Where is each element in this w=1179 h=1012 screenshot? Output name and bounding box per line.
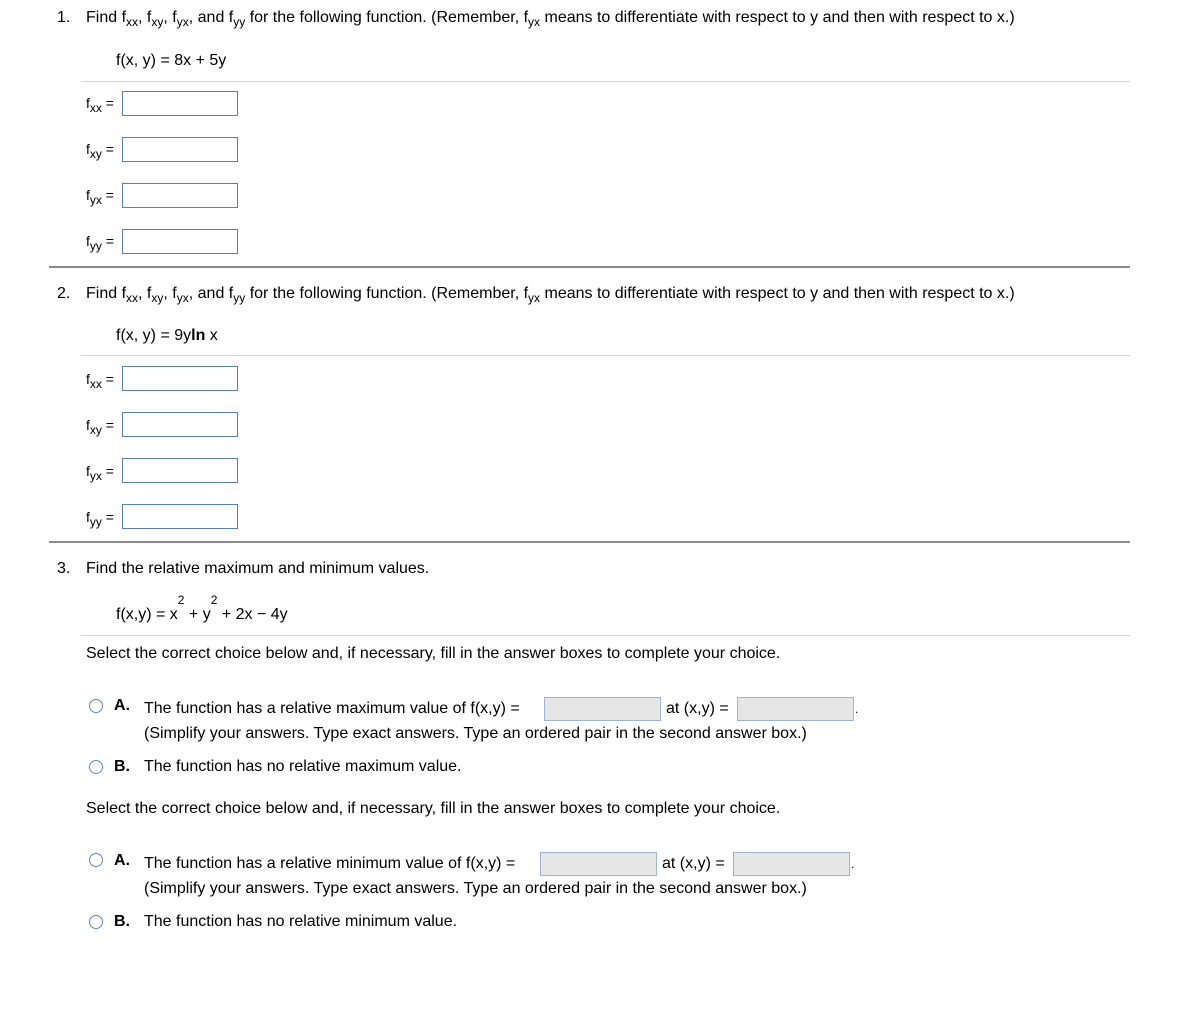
q1-fxx-input[interactable] bbox=[122, 91, 238, 116]
question-3-function: $f(x,y) = x^2 + y^2 + 2x - 4y$ bbox=[116, 592, 288, 623]
question-1-prompt: Find $f_{xx}$, $f_{xy}$, $f_{yx}$, and $f_{yy}$ for the following function. (Remember, $f_{yx}$ means to differentiate with respect to y and then with respect to x.) bbox=[86, 9, 1015, 29]
q2-fxy-input[interactable] bbox=[122, 412, 238, 437]
fyy-label: $f_{yy}$ = bbox=[86, 509, 114, 529]
fxy-label: $f_{xy}$ = bbox=[86, 141, 114, 161]
fyy-label: $f_{yy}$ = bbox=[86, 233, 114, 253]
max-option-a-radio[interactable] bbox=[89, 699, 103, 713]
period: . bbox=[851, 857, 855, 871]
q1-fxy-input[interactable] bbox=[122, 137, 238, 162]
max-hint: (Simplify your answers. Type exact answers. Type an ordered pair in the second answer box.) bbox=[144, 725, 807, 742]
min-hint: (Simplify your answers. Type exact answers. Type an ordered pair in the second answer box.) bbox=[144, 880, 807, 897]
min-option-b-text: The function has no relative minimum value. bbox=[144, 913, 458, 930]
max-value-input[interactable] bbox=[544, 697, 661, 721]
q1-fyy-input[interactable] bbox=[122, 229, 238, 254]
q2-fyy-input[interactable] bbox=[122, 504, 238, 529]
max-point-input[interactable] bbox=[737, 697, 854, 721]
max-option-a-letter: A. bbox=[114, 697, 130, 714]
q1-fyx-input[interactable] bbox=[122, 183, 238, 208]
min-option-b-letter: B. bbox=[114, 913, 130, 930]
min-point-input[interactable] bbox=[733, 852, 850, 876]
min-value-input[interactable] bbox=[540, 852, 657, 876]
max-option-a-text: The function has a relative maximum value of f(x,y) = bbox=[144, 700, 520, 717]
fxy-label: $f_{xy}$ = bbox=[86, 417, 114, 437]
fxx-label: $f_{xx}$ = bbox=[86, 95, 114, 115]
max-select-instruction: Select the correct choice below and, if necessary, fill in the answer boxes to complete your choice. bbox=[86, 645, 781, 662]
fyx-label: $f_{yx}$ = bbox=[86, 187, 114, 207]
min-option-a-letter: A. bbox=[114, 852, 130, 869]
divider bbox=[81, 81, 1130, 82]
max-option-b-radio[interactable] bbox=[89, 760, 103, 774]
fxx-label: $f_{xx}$ = bbox=[86, 371, 114, 391]
question-2-function: f(x, y) = 9yln x bbox=[116, 327, 218, 344]
question-3-prompt: Find the relative maximum and minimum values. bbox=[86, 560, 430, 577]
max-option-b-text: The function has no relative maximum value. bbox=[144, 758, 462, 775]
section-divider bbox=[49, 541, 1130, 543]
min-option-a-radio[interactable] bbox=[89, 853, 103, 867]
question-2-number: 2. bbox=[57, 285, 71, 302]
min-option-a-text: The function has a relative minimum value of f(x,y) = bbox=[144, 855, 516, 872]
question-1-number: 1. bbox=[57, 9, 71, 26]
divider bbox=[81, 635, 1130, 636]
divider bbox=[81, 355, 1130, 356]
question-1-function: f(x, y) = 8x + 5y bbox=[116, 52, 227, 69]
max-at-label: at (x,y) = bbox=[666, 700, 729, 717]
q2-fyx-input[interactable] bbox=[122, 458, 238, 483]
q2-fxx-input[interactable] bbox=[122, 366, 238, 391]
section-divider bbox=[49, 266, 1130, 268]
max-option-b-letter: B. bbox=[114, 758, 130, 775]
question-2-prompt: Find $f_{xx}$, $f_{xy}$, $f_{yx}$, and $f_{yy}$ for the following function. (Remember, $f_{yx}$ means to differentiate with respect to y and then with respect to x.) bbox=[86, 285, 1015, 305]
min-option-b-radio[interactable] bbox=[89, 915, 103, 929]
min-at-label: at (x,y) = bbox=[662, 855, 725, 872]
period: . bbox=[855, 702, 859, 716]
fyx-label: $f_{yx}$ = bbox=[86, 463, 114, 483]
min-select-instruction: Select the correct choice below and, if necessary, fill in the answer boxes to complete your choice. bbox=[86, 800, 781, 817]
question-3-number: 3. bbox=[57, 560, 71, 577]
